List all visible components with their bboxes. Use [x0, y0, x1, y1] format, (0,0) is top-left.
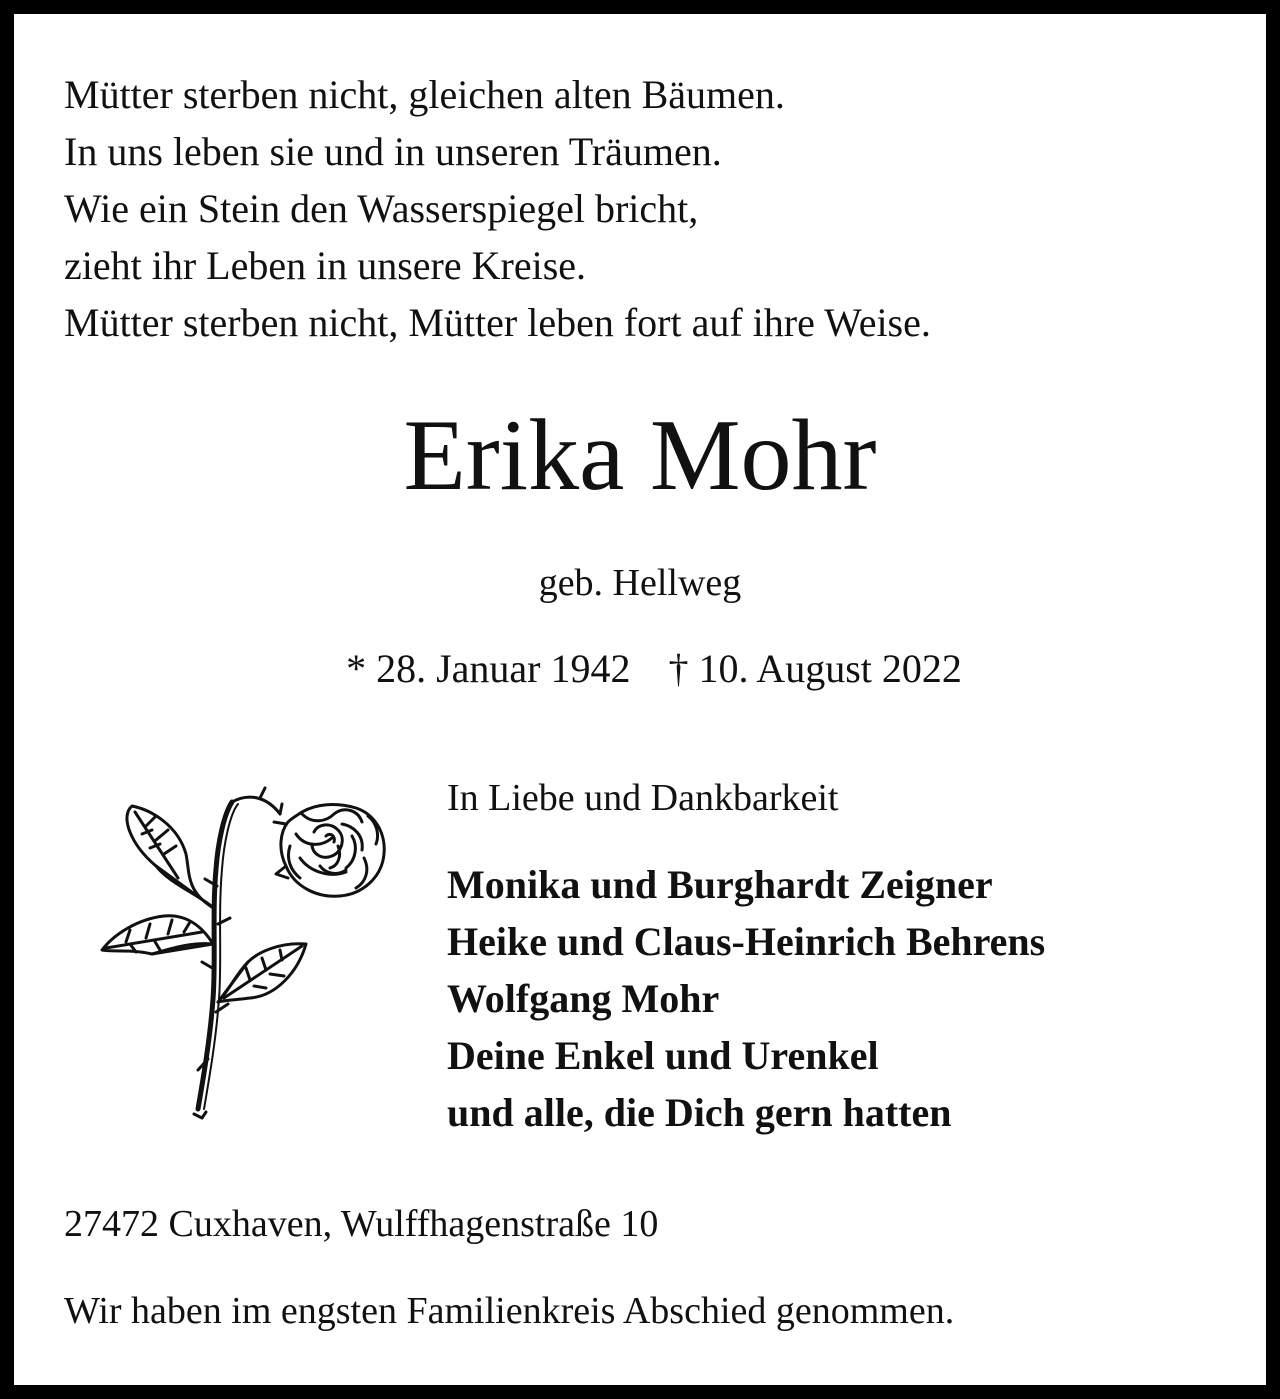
mourners-list — [447, 856, 1045, 1141]
poem-line: zieht ihr Leben in unsere Kreise. — [64, 243, 587, 288]
rose-icon — [90, 774, 390, 1134]
mourner-line: Deine Enkel und Urenkel — [447, 1033, 879, 1078]
closing-note: Wir haben im engsten Familienkreis Abschied genommen. — [64, 1290, 955, 1332]
poem-line: Mütter sterben nicht, Mütter leben fort auf ihre Weise. — [64, 300, 931, 345]
poem-line: In uns leben sie und in unseren Träumen. — [64, 129, 722, 174]
poem-line: Mütter sterben nicht, gleichen alten Bäumen. — [64, 72, 785, 117]
mourner-line: Monika und Burghardt Zeigner — [447, 862, 993, 907]
mourner-line: Heike und Claus-Heinrich Behrens — [447, 919, 1046, 964]
mourner-line: Wolfgang Mohr — [447, 976, 720, 1021]
deceased-name: Erika Mohr — [403, 399, 877, 512]
dedication: In Liebe und Dankbarkeit — [447, 777, 839, 819]
mourner-line: und alle, die Dich gern hatten — [447, 1090, 952, 1135]
address: 27472 Cuxhaven, Wulffhagenstraße 10 — [64, 1203, 659, 1245]
poem — [64, 66, 931, 351]
poem-line: Wie ein Stein den Wasserspiegel bricht, — [64, 186, 699, 231]
death-date: † 10. August 2022 — [668, 646, 962, 691]
birth-date: * 28. Januar 1942 — [346, 646, 631, 691]
life-dates — [14, 644, 1280, 694]
maiden-name: geb. Hellweg — [538, 562, 742, 604]
